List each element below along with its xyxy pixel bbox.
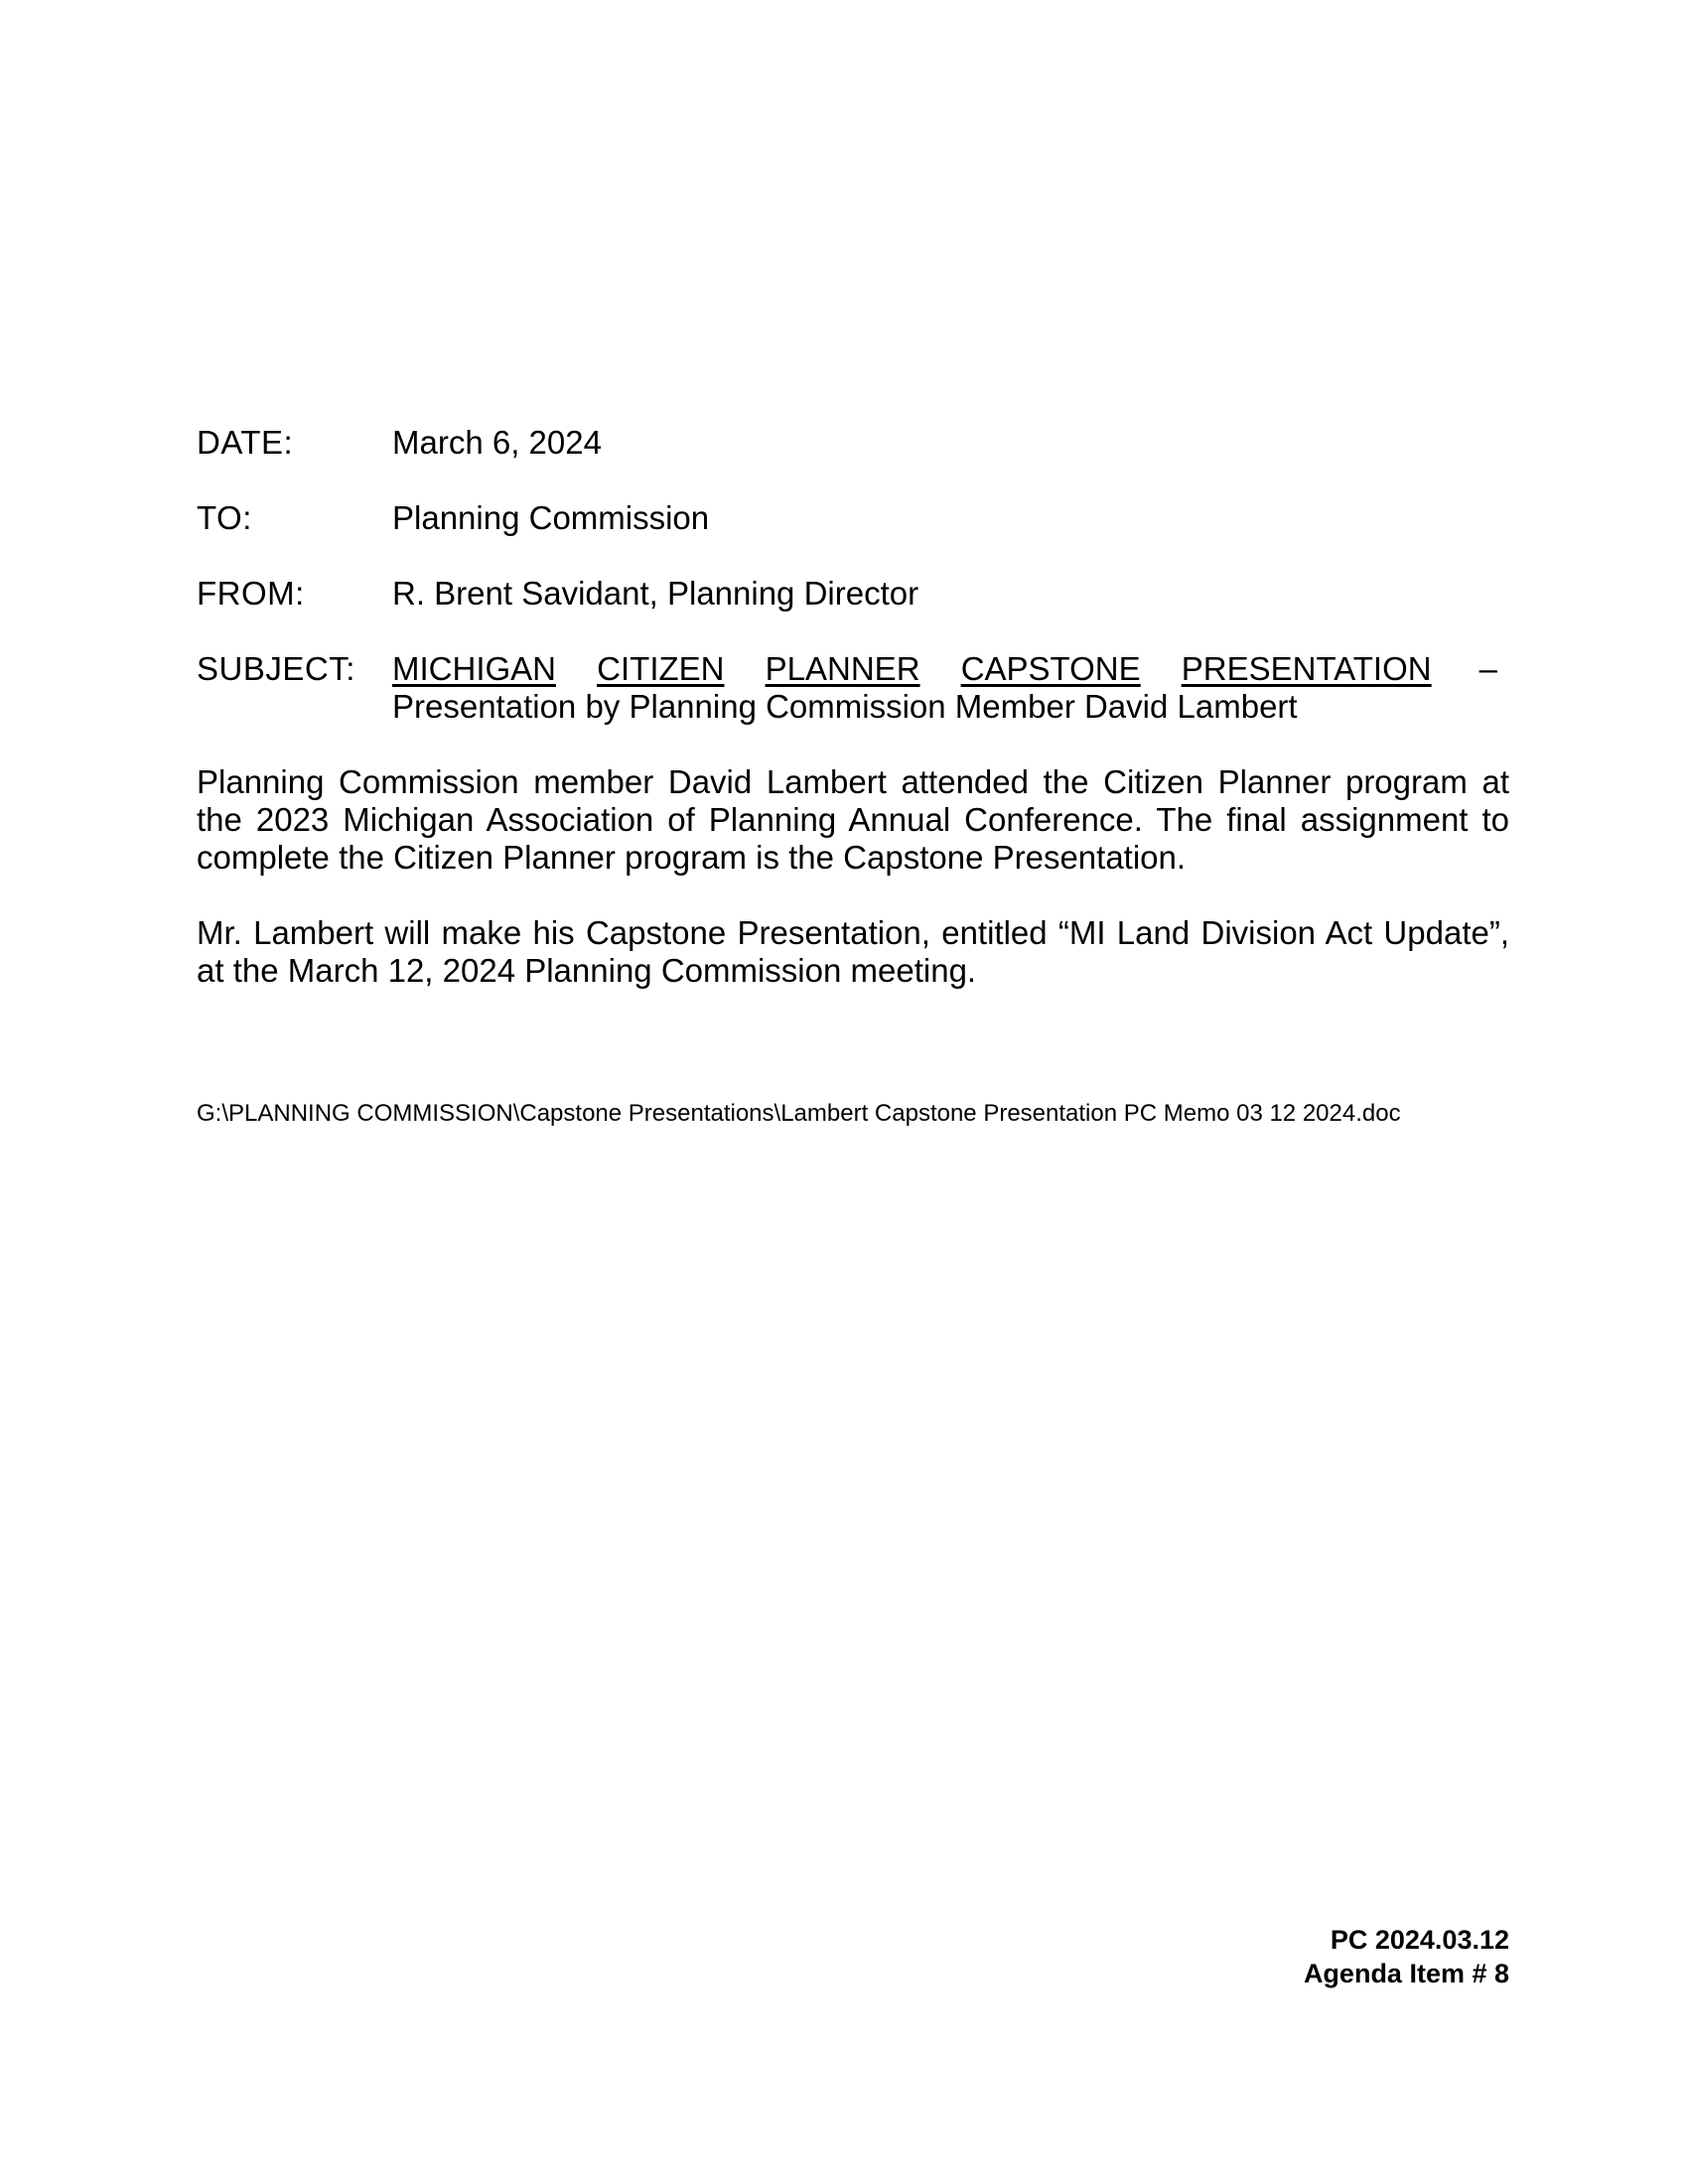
subject-dash: –	[1478, 650, 1497, 687]
subject-title-word: PLANNER	[765, 650, 920, 687]
date-value: March 6, 2024	[392, 424, 602, 461]
footer-agenda-item: Agenda Item # 8	[1303, 1959, 1509, 1988]
subject-title	[392, 650, 1432, 688]
date-label: DATE:	[197, 424, 294, 461]
to-label: TO:	[197, 499, 252, 536]
memo-body	[197, 424, 1509, 1027]
to-row	[197, 499, 1509, 537]
from-row	[197, 575, 1509, 613]
subject-label: SUBJECT:	[197, 650, 355, 687]
subject-line-2: Presentation by Planning Commission Member David Lambert	[392, 688, 1298, 725]
from-value: R. Brent Savidant, Planning Director	[392, 575, 919, 612]
subject-title-word: CAPSTONE	[960, 650, 1141, 687]
footer-meeting-code: PC 2024.03.12	[1330, 1925, 1509, 1955]
body-paragraph-1: Planning Commission member David Lambert attended the Citizen Planner program at the 2023 Michigan Association of Planning Annual Conference. The final assignment to complete the Citizen Planner program is the Capstone Presentation.	[197, 763, 1509, 876]
from-label: FROM:	[197, 575, 305, 612]
agenda-footer	[1304, 1923, 1509, 1990]
subject-row	[197, 650, 1509, 726]
subject-title-word: PRESENTATION	[1181, 650, 1432, 687]
date-row	[197, 424, 1509, 462]
subject-title-word: MICHIGAN	[392, 650, 556, 687]
subject-title-word: CITIZEN	[597, 650, 725, 687]
file-path: G:\PLANNING COMMISSION\Capstone Presentations\Lambert Capstone Presentation PC Memo 03 12 2024.doc	[197, 1100, 1401, 1127]
body-paragraph-2: Mr. Lambert will make his Capstone Presentation, entitled “MI Land Division Act Update”, at the March 12, 2024 Planning Commission meeting.	[197, 914, 1509, 989]
subject-line-1	[392, 650, 1509, 688]
to-value: Planning Commission	[392, 499, 710, 536]
subject-value	[392, 650, 1509, 726]
